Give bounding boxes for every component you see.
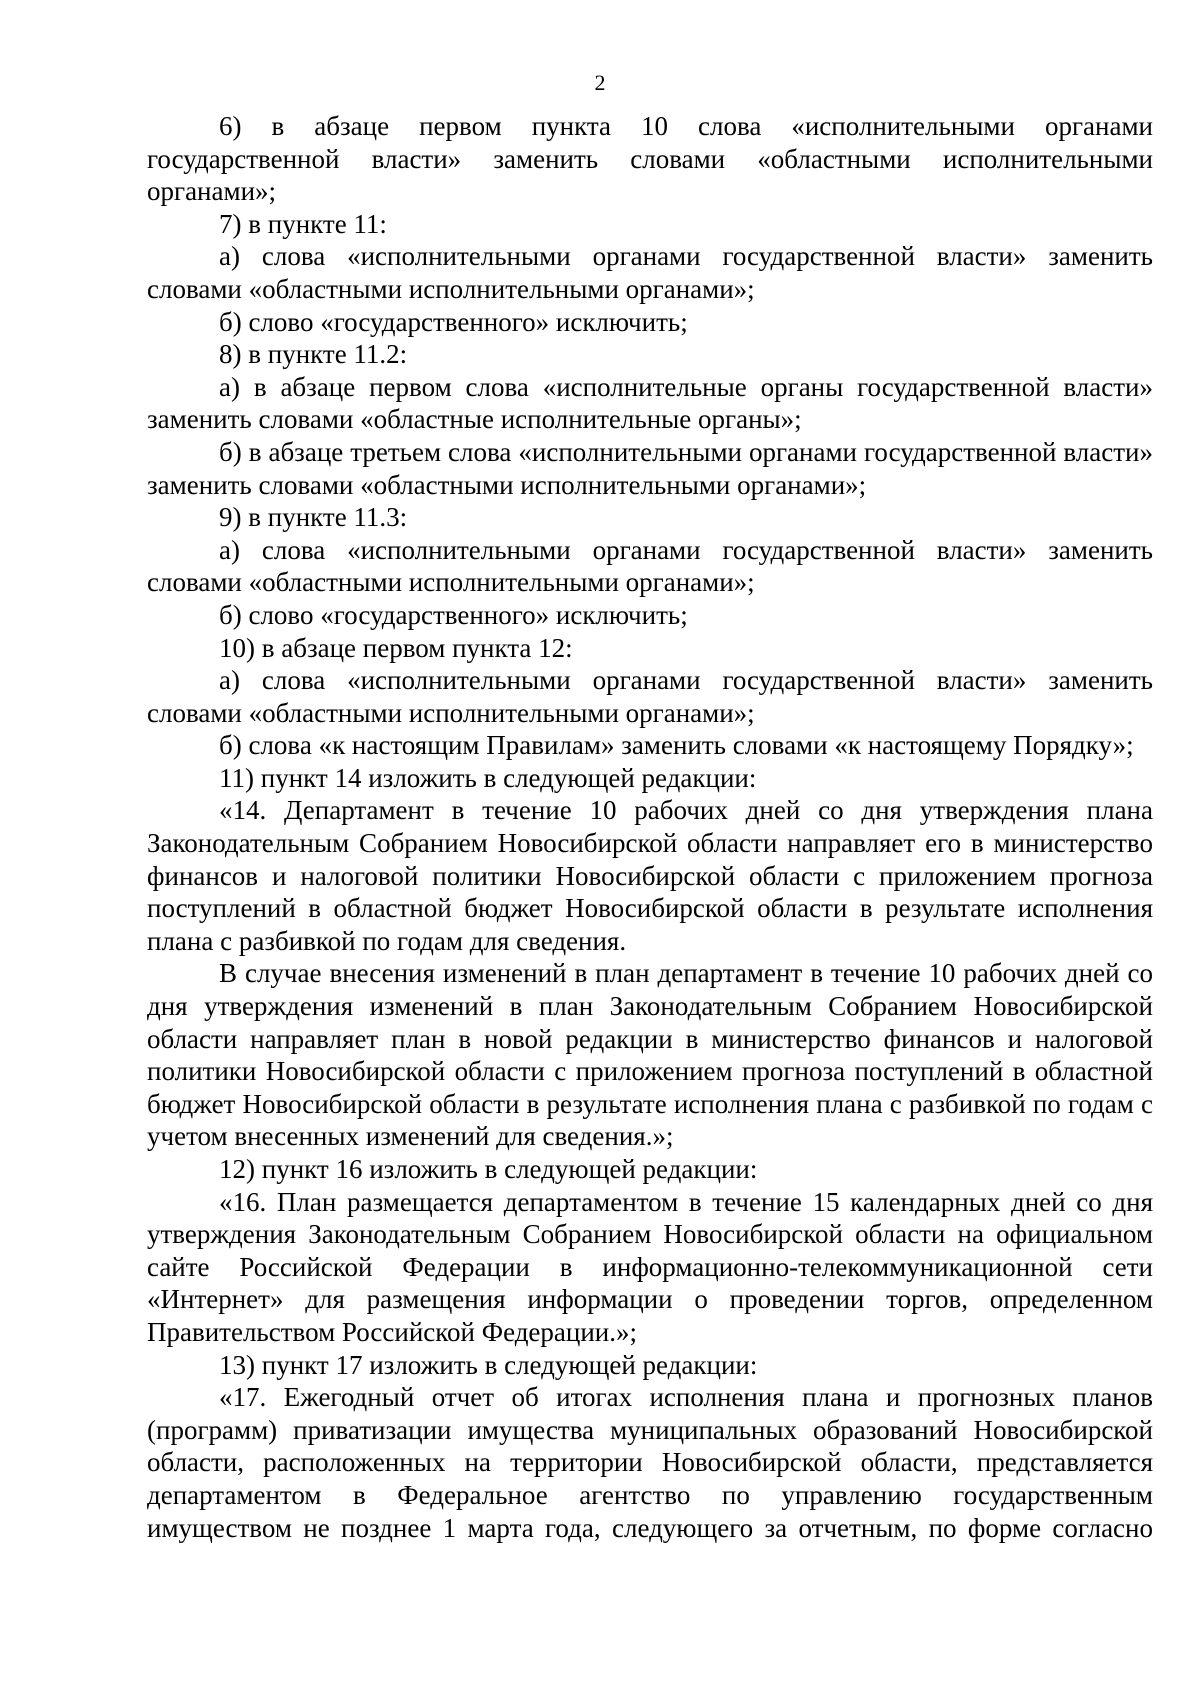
paragraph: б) в абзаце третьем слова «исполнительными органами государственной власти» заменить словами «областными исполнительными органами»; bbox=[147, 436, 1153, 500]
paragraph: а) слова «исполнительными органами государственной власти» заменить словами «областными исполнительными органами»; bbox=[147, 241, 1153, 304]
paragraph: 6) в абзаце первом пункта 10 слова «исполнительными органами государственной власти» заменить словами «областными исполнительными органами»; bbox=[147, 111, 1153, 207]
paragraph: 13) пункт 17 изложить в следующей редакции: bbox=[219, 1349, 758, 1380]
paragraph: «16. План размещается департаментом в течение 15 календарных дней со дня утверждения Законодательным Собранием Новосибирской области на официальном сайте Российской Федерации в информационно-телекоммуникационной сети «Интернет» для размещения информации о проведении торгов, определенном Правительством Российской Федерации.»; bbox=[147, 1186, 1153, 1347]
paragraph: а) в абзаце первом слова «исполнительные органы государственной власти» заменить словами «областные исполнительные органы»; bbox=[147, 371, 1153, 435]
paragraph: 8) в пункте 11.2: bbox=[219, 339, 408, 370]
paragraph: 12) пункт 16 изложить в следующей редакции: bbox=[219, 1154, 758, 1184]
paragraph: а) слова «исполнительными органами государственной власти» заменить словами «областными исполнительными органами»; bbox=[147, 665, 1153, 728]
paragraph: а) слова «исполнительными органами государственной власти» заменить словами «областными исполнительными органами»; bbox=[147, 534, 1153, 598]
paragraph: 11) пункт 14 изложить в следующей редакции: bbox=[219, 762, 757, 793]
paragraph: 9) в пункте 11.3: bbox=[219, 502, 408, 533]
paragraph: «14. Департамент в течение 10 рабочих дней со дня утверждения плана Законодательным Собранием Новосибирской области направляет его в министерство финансов и налоговой политики Новосибирской области с приложением прогноза поступлений в областной бюджет Новосибирской области в результате исполнения плана с разбивкой по годам для сведения. bbox=[147, 795, 1153, 956]
paragraph: б) слова «к настоящим Правилам» заменить словами «к настоящему Порядку»; bbox=[219, 730, 1134, 761]
paragraph: «17. Ежегодный отчет об итогах исполнения плана и прогнозных планов (программ) приватизации имущества муниципальных образований Новосибирской области, расположенных на территории Новосибирской области, представляется департаментом в Федеральное агентство по управлению государственным имуществом не позднее 1 марта года, следующего за отчетным, по форме согласно bbox=[147, 1382, 1153, 1543]
paragraph: 10) в абзаце первом пункта 12: bbox=[219, 632, 573, 663]
paragraph: 7) в пункте 11: bbox=[219, 208, 387, 239]
paragraph: б) слово «государственного» исключить; bbox=[219, 599, 688, 630]
document-body bbox=[147, 110, 1153, 1544]
paragraph: В случае внесения изменений в план департамент в течение 10 рабочих дней со дня утверждения изменений в план Законодательным Собранием Новосибирской области направляет план в новой редакции в министерство финансов и налоговой политики Новосибирской области с приложением прогноза поступлений в областной бюджет Новосибирской области в результате исполнения плана с разбивкой по годам с учетом внесенных изменений для сведения.»; bbox=[147, 958, 1153, 1152]
paragraph: б) слово «государственного» исключить; bbox=[219, 306, 688, 337]
page-number: 2 bbox=[594, 70, 606, 95]
